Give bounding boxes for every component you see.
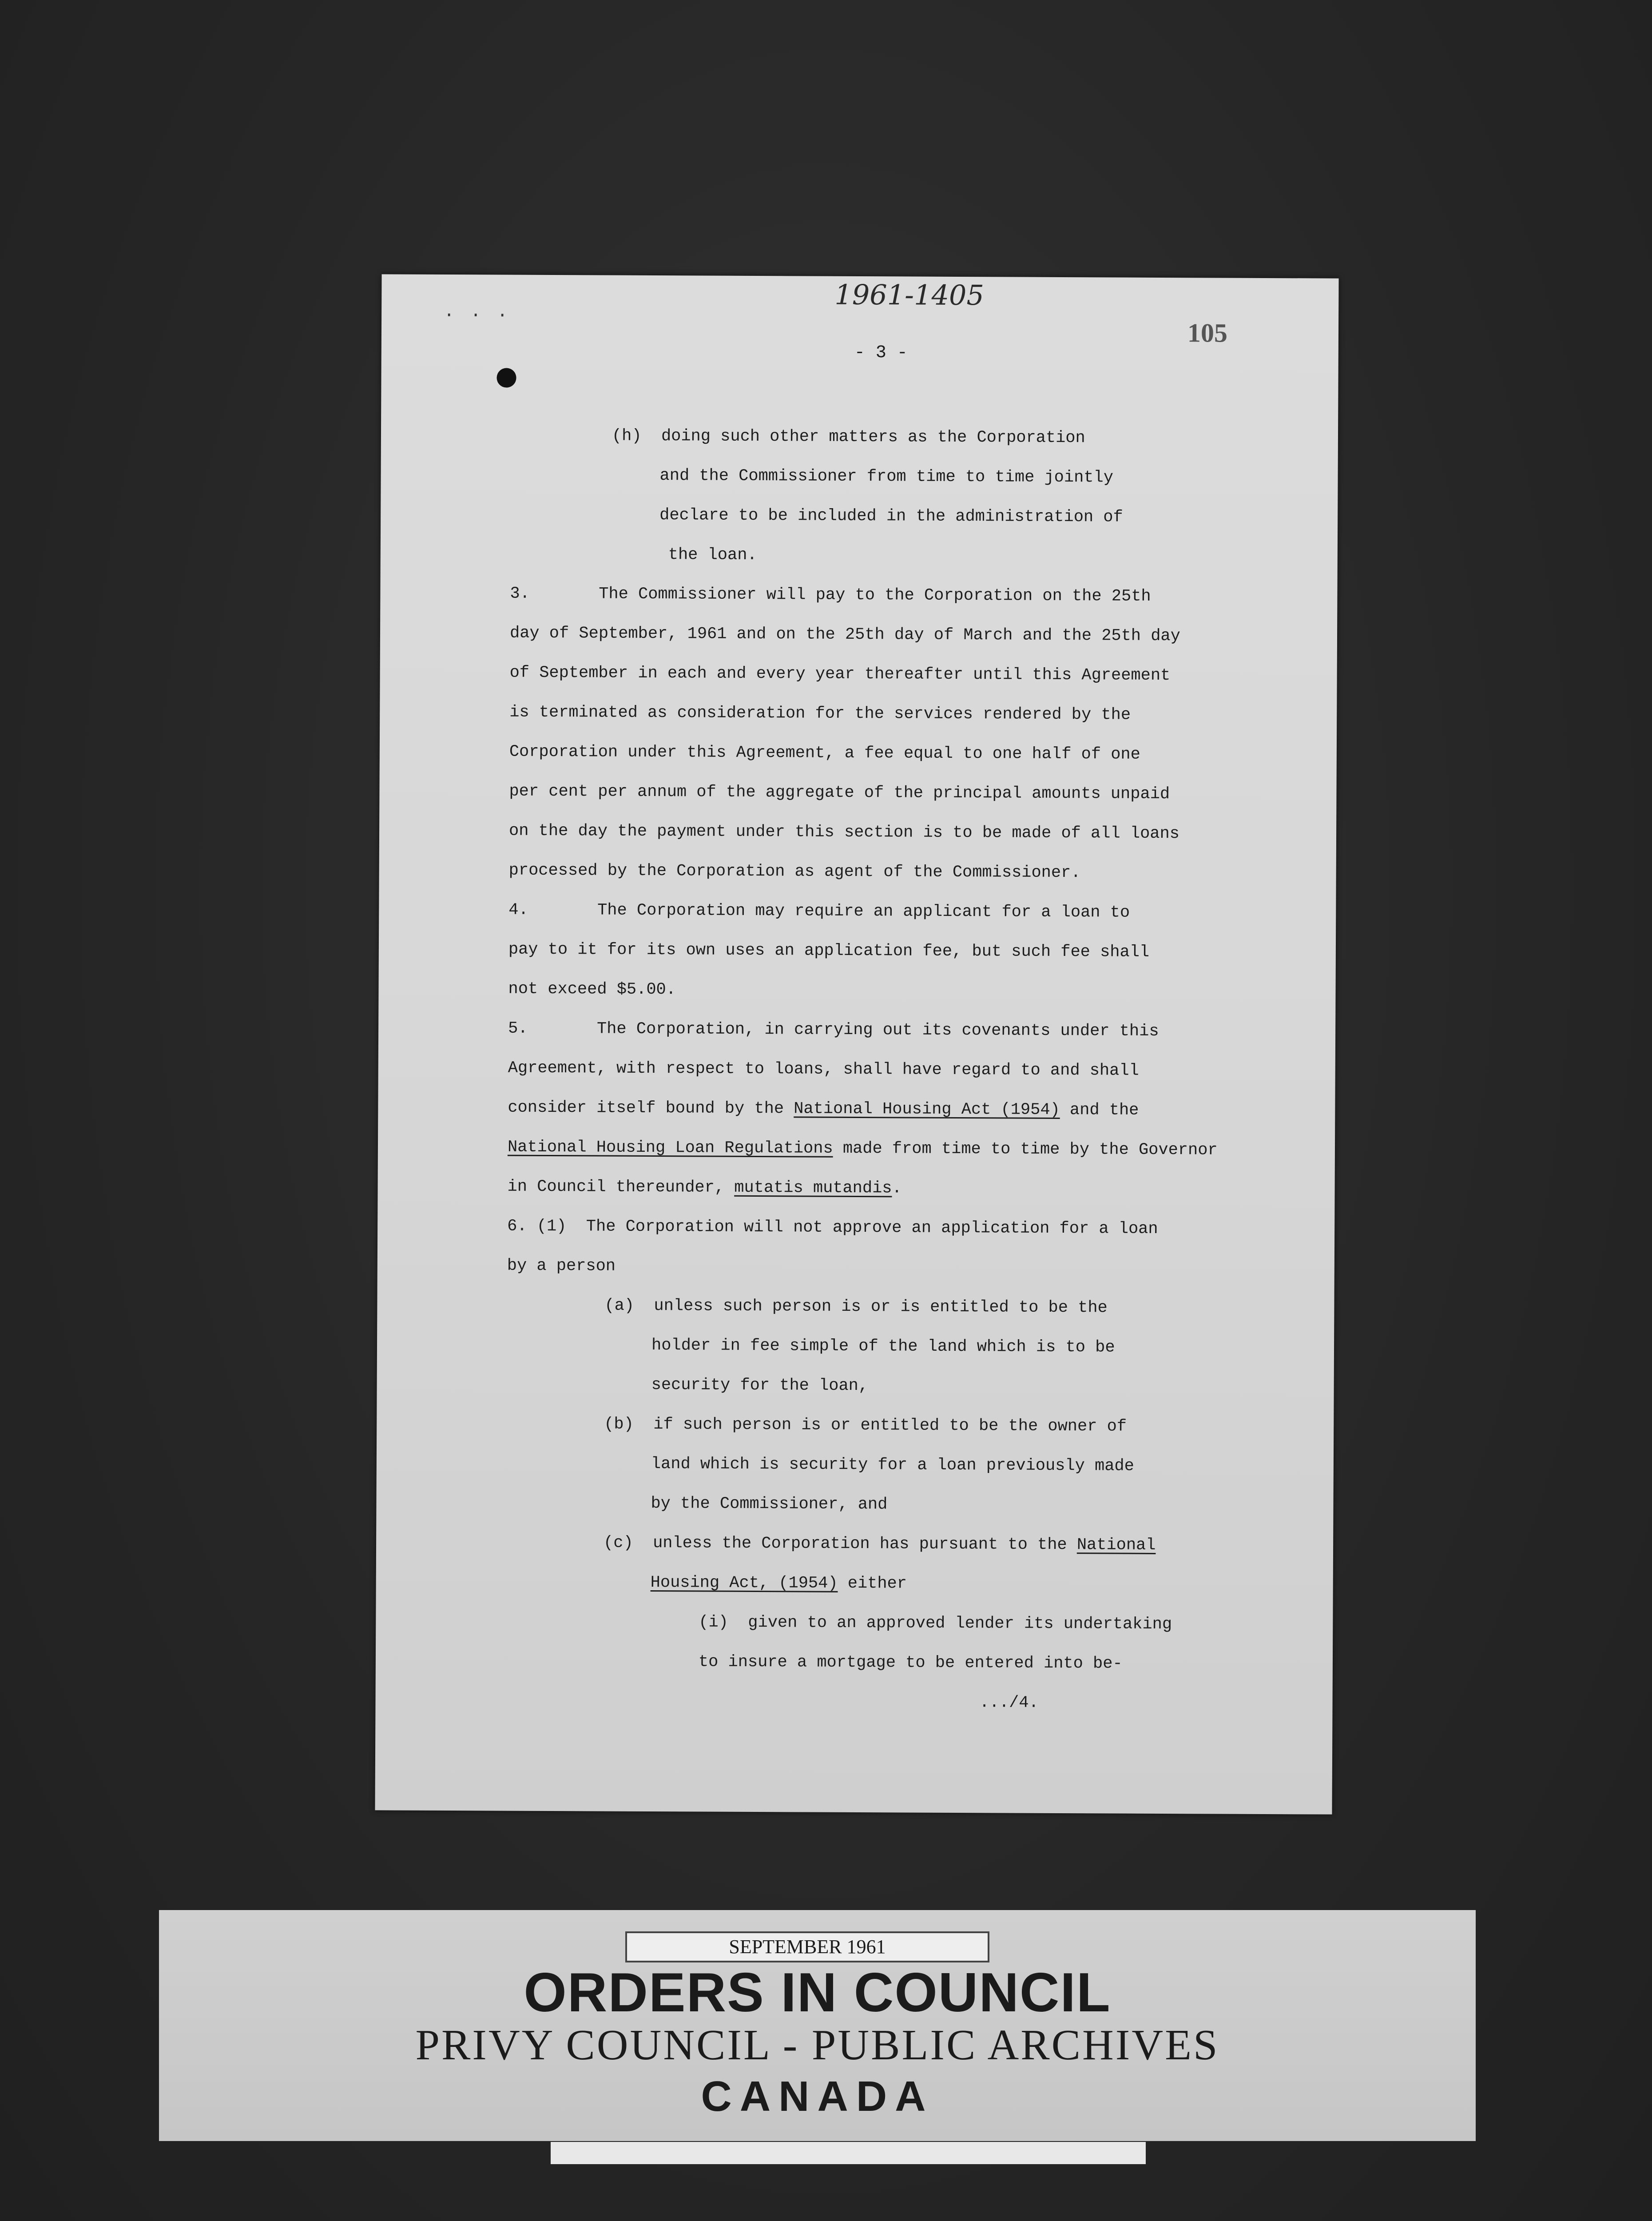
text-line: (a) unless such person is or is entitled to be the <box>604 1296 1108 1317</box>
text-line: by a person <box>507 1256 616 1276</box>
text-line: and the Commissioner from time to time jointly <box>659 466 1114 487</box>
text-line <box>507 1177 901 1198</box>
text-line: of September in each and every year thereafter until this Agreement <box>509 663 1171 685</box>
text-line: land which is security for a loan previously made <box>651 1454 1134 1476</box>
film-strip-edge <box>551 2142 1146 2164</box>
banner-subtitle: PRIVY COUNCIL - PUBLIC ARCHIVES <box>415 2021 1219 2069</box>
text-line: 3. The Commissioner will pay to the Corporation on the 25th <box>510 584 1151 606</box>
text-line: not exceed $5.00. <box>508 979 676 999</box>
text-line: by the Commissioner, and <box>651 1494 888 1514</box>
underlined-reference: National Housing Loan Regulations <box>507 1138 833 1158</box>
line-text: (c) unless the Corporation has pursuant to the <box>604 1533 1077 1555</box>
banner-title: ORDERS IN COUNCIL <box>524 1962 1111 2023</box>
text-line: pay to it for its own uses an application fee, but such fee shall <box>508 940 1150 962</box>
line-text: consider itself bound by the <box>508 1098 794 1118</box>
text-line: holder in fee simple of the land which is to be <box>651 1336 1115 1357</box>
text-line: (h) doing such other matters as the Corporation <box>612 426 1085 448</box>
text-line: Agreement, with respect to loans, shall have regard to and shall <box>508 1059 1139 1080</box>
text-line: to insure a mortgage to be entered into be- <box>698 1652 1123 1673</box>
text-line: (i) given to an approved lender its undertaking <box>699 1613 1172 1634</box>
line-text: and the <box>1060 1100 1139 1120</box>
text-line: declare to be included in the administration of <box>659 506 1123 527</box>
archive-banner <box>159 1910 1476 2141</box>
line-text: made from time to time by the Governor <box>833 1139 1218 1160</box>
text-line <box>508 1138 1218 1160</box>
text-line <box>508 1098 1139 1120</box>
text-line: the loan. <box>668 545 757 565</box>
text-line: per cent per annum of the aggregate of the principal amounts unpaid <box>509 782 1170 804</box>
underlined-reference: mutatis mutandis <box>734 1178 892 1198</box>
document-page <box>375 274 1338 1814</box>
line-text: . <box>892 1179 902 1198</box>
underlined-reference: National <box>1076 1536 1156 1555</box>
punch-hole <box>496 368 516 387</box>
text-line: 5. The Corporation, in carrying out its covenants under this <box>508 1019 1159 1041</box>
text-line: security for the loan, <box>651 1375 869 1396</box>
handwritten-reference: 1961-1405 <box>834 278 985 312</box>
date-label: SEPTEMBER 1961 <box>625 1931 989 1962</box>
underlined-reference: National Housing Act (1954) <box>794 1099 1060 1119</box>
text-line: (b) if such person is or entitled to be the owner of <box>604 1415 1127 1436</box>
text-line: Corporation under this Agreement, a fee equal to one half of one <box>509 742 1140 764</box>
text-line: .../4. <box>979 1693 1039 1712</box>
text-line <box>651 1573 907 1594</box>
text-line: 6. (1) The Corporation will not approve an application for a loan <box>507 1217 1158 1238</box>
text-line <box>604 1533 1156 1555</box>
text-line: day of September, 1961 and on the 25th day of March and the 25th day <box>509 624 1180 646</box>
page-marker: - 3 - <box>854 342 908 363</box>
line-text: in Council thereunder, <box>507 1177 735 1197</box>
line-text: either <box>838 1574 907 1593</box>
text-line: processed by the Corporation as agent of the Commissioner. <box>508 861 1081 883</box>
page-specks: · · · <box>444 305 511 326</box>
text-line: 4. The Corporation may require an applicant for a loan to <box>508 900 1130 922</box>
text-line: is terminated as consideration for the services rendered by the <box>509 703 1131 724</box>
page-number: 105 <box>1187 318 1228 348</box>
underlined-reference: Housing Act, (1954) <box>650 1573 838 1593</box>
text-line: on the day the payment under this section is to be made of all loans <box>508 821 1180 844</box>
banner-country: CANADA <box>701 2073 934 2120</box>
